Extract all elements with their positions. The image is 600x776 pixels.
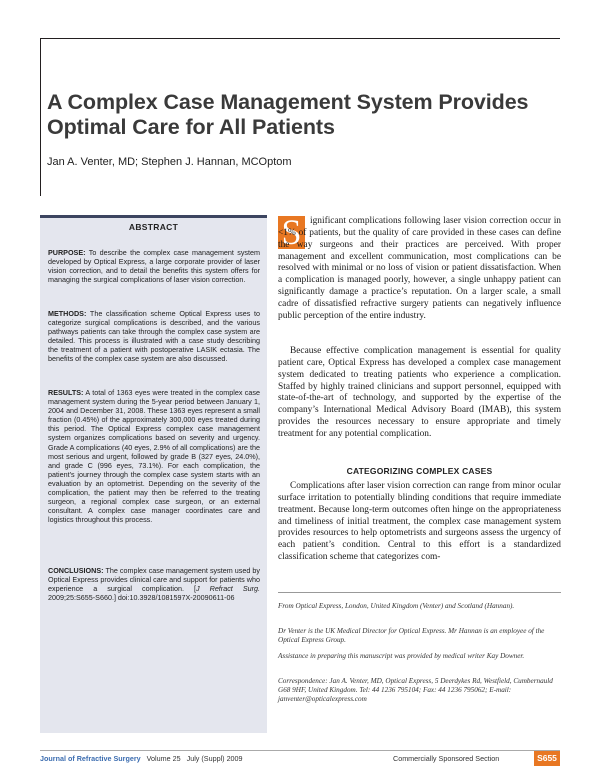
page-number: S655 (534, 751, 560, 766)
footer-section: Commercially Sponsored Section (393, 754, 500, 763)
drop-cap: S (278, 216, 305, 249)
abstract-conclusions (48, 566, 260, 602)
abstract-purpose-label: PURPOSE: (48, 248, 86, 257)
abstract-methods-text: The classification scheme Optical Express uses to categorize surgical complications is described, and the various pathways patients can take through the complex case system are detailed. This process is illustrated with a case study describing the treatment of a patient with postoperative LASIK ectasia. The benefits of the complex case system are also discussed. (48, 309, 260, 364)
body-paragraph-3: Complications after laser vision correction can range from minor ocular surface irritation to potentially blinding conditions that require immediate treatment. Because long-term outcomes often hinge on the appropriateness and timeliness of initial treatment, the complex case management system provides resources to help optometrists and surgeons assess the urgency of each patient’s condition. Central to this effort is a standardized classification scheme that categorizes com- (278, 481, 561, 563)
abstract-results-text: A total of 1363 eyes were treated in the complex case management system during the 5-year period between January 1, 2004 and December 31, 2008. These 1363 eyes represent a small fraction (0.45%) of the approximately 300,000 eyes treated during this period. The Optical Express complex case management system organizes complications based on severity and urgency. Grade A complications (40 eyes, 2.9% of all complications) are the most serious and urgent, followed by grade B (327 eyes, 24.0%), and grade C (996 eyes, 73.1%). For each complication, the patient’s journey through the complex case system starts with an evaluation by an optometrist. Depending on the severity of the complication, the patient may then be referred to the treating surgeon, a regional complex case surgeon, or an external consultant. A complex case manager coordinates care and logistics throughout this process. (48, 388, 260, 525)
citation-journal: J Refract Surg. (196, 584, 261, 594)
body-paragraph-1: ignificant complications following laser vision correction occur in <1% of patients, but the quality of care provided in these cases can define the way surgeons and their practices are perceived. With proper management and excellent communication, most complications can be resolved with minimal or no loss of vision or patient dissatisfaction. When a complication is managed poorly, however, a single unhappy patient can significantly damage a practice’s reputation. On a larger scale, a small cadre of dissatisfied refractive surgery patients can negatively influence public perception of the entire industry. (278, 216, 561, 321)
abstract-heading: ABSTRACT (128, 222, 179, 232)
footer-journal (40, 754, 243, 763)
citation-details: 2009;25:S655-S660.] doi:10.3928/1081597X-20090611-06 (48, 593, 235, 603)
abstract-purpose (48, 248, 260, 284)
header-rule (40, 38, 560, 39)
abstract-conclusions-text: The complex case management system used by Optical Express provides clinical care and support for patients who experience a surgical complication. [ (48, 566, 260, 594)
footer-rule (40, 750, 560, 751)
journal-issue: Volume 25 July (Suppl) 2009 (140, 754, 243, 763)
header-vertical-rule (40, 38, 41, 196)
body-paragraph-2: Because effective complication management is essential for quality patient care, Optical Express has developed a complex case management system dedicated to treating patients who experience a complication. Staffed by highly trained clinicians and support personnel, equipped with state-of-the-art of technology, and supported by the expertise of the company’s International Medical Advisory Board (IMAB), this system provides the resources necessary to ensure appropriate and timely treatment for any potential complication. (278, 346, 561, 439)
article-title: A Complex Case Management System Provides Optimal Care for All Patients (47, 90, 529, 139)
abstract-results-label: RESULTS: (48, 388, 84, 397)
abstract-methods-label: METHODS: (48, 309, 87, 318)
footnote-affiliation: From Optical Express, London, United Kingdom (Venter) and Scotland (Hannan). (278, 602, 515, 610)
abstract-methods (48, 309, 260, 364)
abstract-results (48, 388, 260, 524)
journal-name: Journal of Refractive Surgery (40, 754, 141, 763)
footnote-correspondence: Correspondence: Jan A. Venter, MD, Optical Express, 5 Deerdykes Rd, Westfield, Cumbernauld G68 9HF, United Kingdom. Tel: 44 1236 795104; Fax: 44 1236 795062; E-mail: janventer@opticalexpress.com (278, 677, 553, 703)
abstract-conclusions-label: CONCLUSIONS: (48, 566, 104, 575)
article-authors: Jan A. Venter, MD; Stephen J. Hannan, MCOptom (47, 156, 292, 168)
footnote-assistance: Assistance in preparing this manuscript was provided by medical writer Kay Downer. (278, 652, 525, 660)
section-heading: CATEGORIZING COMPLEX CASES (346, 466, 493, 476)
footnote-disclosure: Dr Venter is the UK Medical Director for Optical Express. Mr Hannan is an employee of the Optical Express Group. (278, 627, 545, 644)
abstract-purpose-text: To describe the complex case management system developed by Optical Express, a large corporate provider of laser vision correction, and to detail the benefits this system offers for managing the surgical complications of laser vision correction. (48, 248, 260, 285)
footnote-rule (278, 592, 561, 593)
